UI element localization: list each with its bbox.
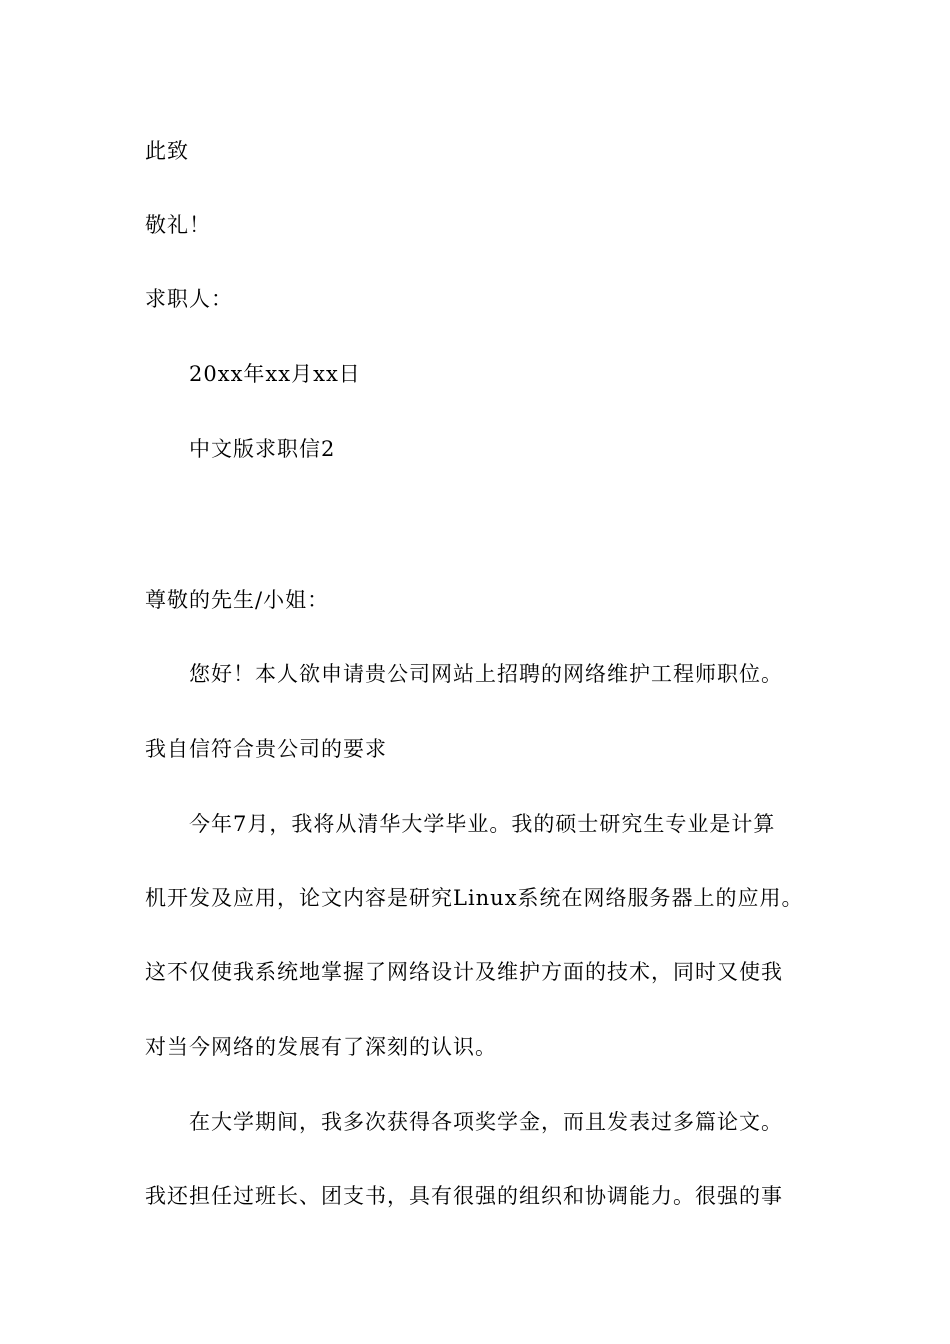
date-line: 20xx年xx月xx日: [189, 362, 361, 386]
salutation: 尊敬的先生/小姐：: [145, 588, 330, 612]
body-line: 我自信符合贵公司的要求: [145, 737, 387, 761]
signature-line: 求职人：: [145, 287, 233, 311]
closing-line-2: 敬礼！: [145, 213, 211, 237]
body-line: 您好！本人欲申请贵公司网站上招聘的网络维护工程师职位。: [189, 662, 783, 686]
closing-line-1: 此致: [145, 139, 189, 163]
body-line: 在大学期间，我多次获得各项奖学金，而且发表过多篇论文。: [189, 1110, 783, 1134]
body-line: 今年7月，我将从清华大学毕业。我的硕士研究生专业是计算: [189, 812, 776, 836]
section-title: 中文版求职信2: [189, 437, 336, 461]
body-line: 机开发及应用，论文内容是研究Linux系统在网络服务器上的应用。: [145, 886, 804, 910]
body-line: 对当今网络的发展有了深刻的认识。: [145, 1035, 497, 1059]
body-line: 我还担任过班长、团支书，具有很强的组织和协调能力。很强的事: [145, 1184, 783, 1208]
body-line: 这不仅使我系统地掌握了网络设计及维护方面的技术，同时又使我: [145, 960, 783, 984]
